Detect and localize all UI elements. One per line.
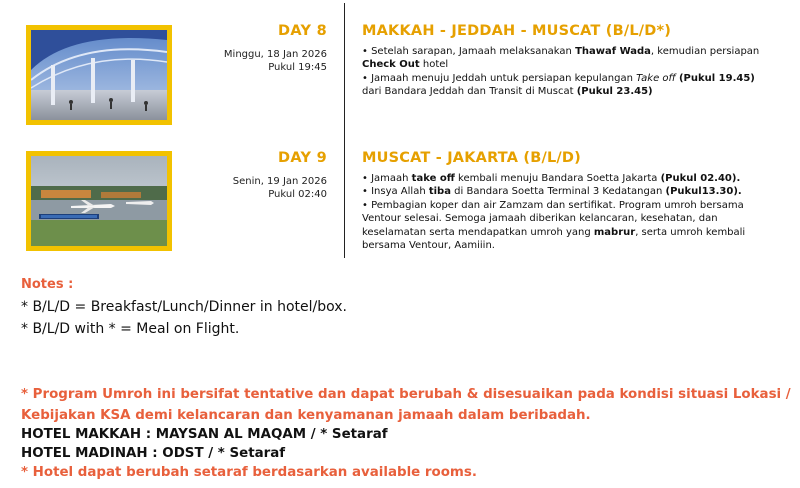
day-9-time: Pukul 02:40 [268, 189, 327, 200]
hotel-makkah: HOTEL MAKKAH : MAYSAN AL MAQAM / * Setaraf [21, 427, 388, 442]
itinerary-item: • Setelah sarapan, Jamaah melaksanakan Thawaf Wada, kemudian persiapan Check Out hotel [362, 46, 760, 71]
itinerary-day-9 [0, 140, 800, 262]
itinerary-item: • Jamaah take off kembali menuju Bandara Soetta Jakarta (Pukul 02.40). [362, 173, 741, 184]
itinerary-item: • Jamaah menuju Jeddah untuk persiapan kepulangan Take off (Pukul 19.45) dari Bandara Jeddah dan Transit di Muscat (Pukul 23.45) [362, 72, 755, 98]
day-8-meta [224, 23, 327, 74]
day-8-content [362, 23, 767, 99]
notes-section [21, 277, 347, 340]
day-8-date: Minggu, 18 Jan 2026 [223, 49, 327, 60]
day-9-content [362, 150, 767, 252]
day-8-route-title: MAKKAH - JEDDAH - MUSCAT (B/L/D*) [362, 23, 672, 39]
day-9-items [362, 172, 767, 252]
day-8-photo-frame [26, 25, 172, 125]
note-line-flight-meal: * B/L/D with * = Meal on Flight. [21, 321, 240, 337]
hotel-madinah: HOTEL MADINAH : ODST / * Setaraf [21, 446, 286, 461]
day-8-items [362, 45, 767, 99]
day-8-time: Pukul 19:45 [268, 62, 327, 73]
note-line-meals: * B/L/D = Breakfast/Lunch/Dinner in hotel/box. [21, 299, 347, 315]
itinerary-item: • Pembagian koper dan air Zamzam dan sertifikat. Program umroh bersama Ventour selesai. Semoga jamaah diberikan kelancaran, kesehatan, dan keselamatan serta mendapatkan umroh yang mabrur, serta umroh kembali bersama Ventour, Aamiiin. [362, 199, 746, 252]
airport-terminal-photo [31, 30, 167, 120]
program-disclaimer: * Program Umroh ini bersifat tentative dan dapat berubah & disesuaikan pada kondisi situasi Lokasi / Kebijakan KSA demi kelancaran dan kenyamanan jamaah dalam beribadah. [21, 387, 791, 423]
day-9-label: DAY 9 [277, 150, 327, 166]
day-9-meta [233, 150, 327, 201]
day-8-label: DAY 8 [277, 23, 327, 39]
timeline-divider [344, 3, 345, 258]
day-9-route-title: MUSCAT - JAKARTA (B/L/D) [362, 150, 581, 166]
itinerary-day-8 [0, 0, 800, 140]
airport-apron-photo [31, 156, 167, 246]
notes-title: Notes : [21, 277, 74, 292]
itinerary-item: • Insya Allah tiba di Bandara Soetta Terminal 3 Kedatangan (Pukul13.30). [362, 186, 742, 198]
day-9-photo-frame [26, 151, 172, 251]
day-9-date: Senin, 19 Jan 2026 [232, 176, 327, 187]
hotel-availability-note: * Hotel dapat berubah setaraf berdasarkan available rooms. [21, 465, 477, 480]
